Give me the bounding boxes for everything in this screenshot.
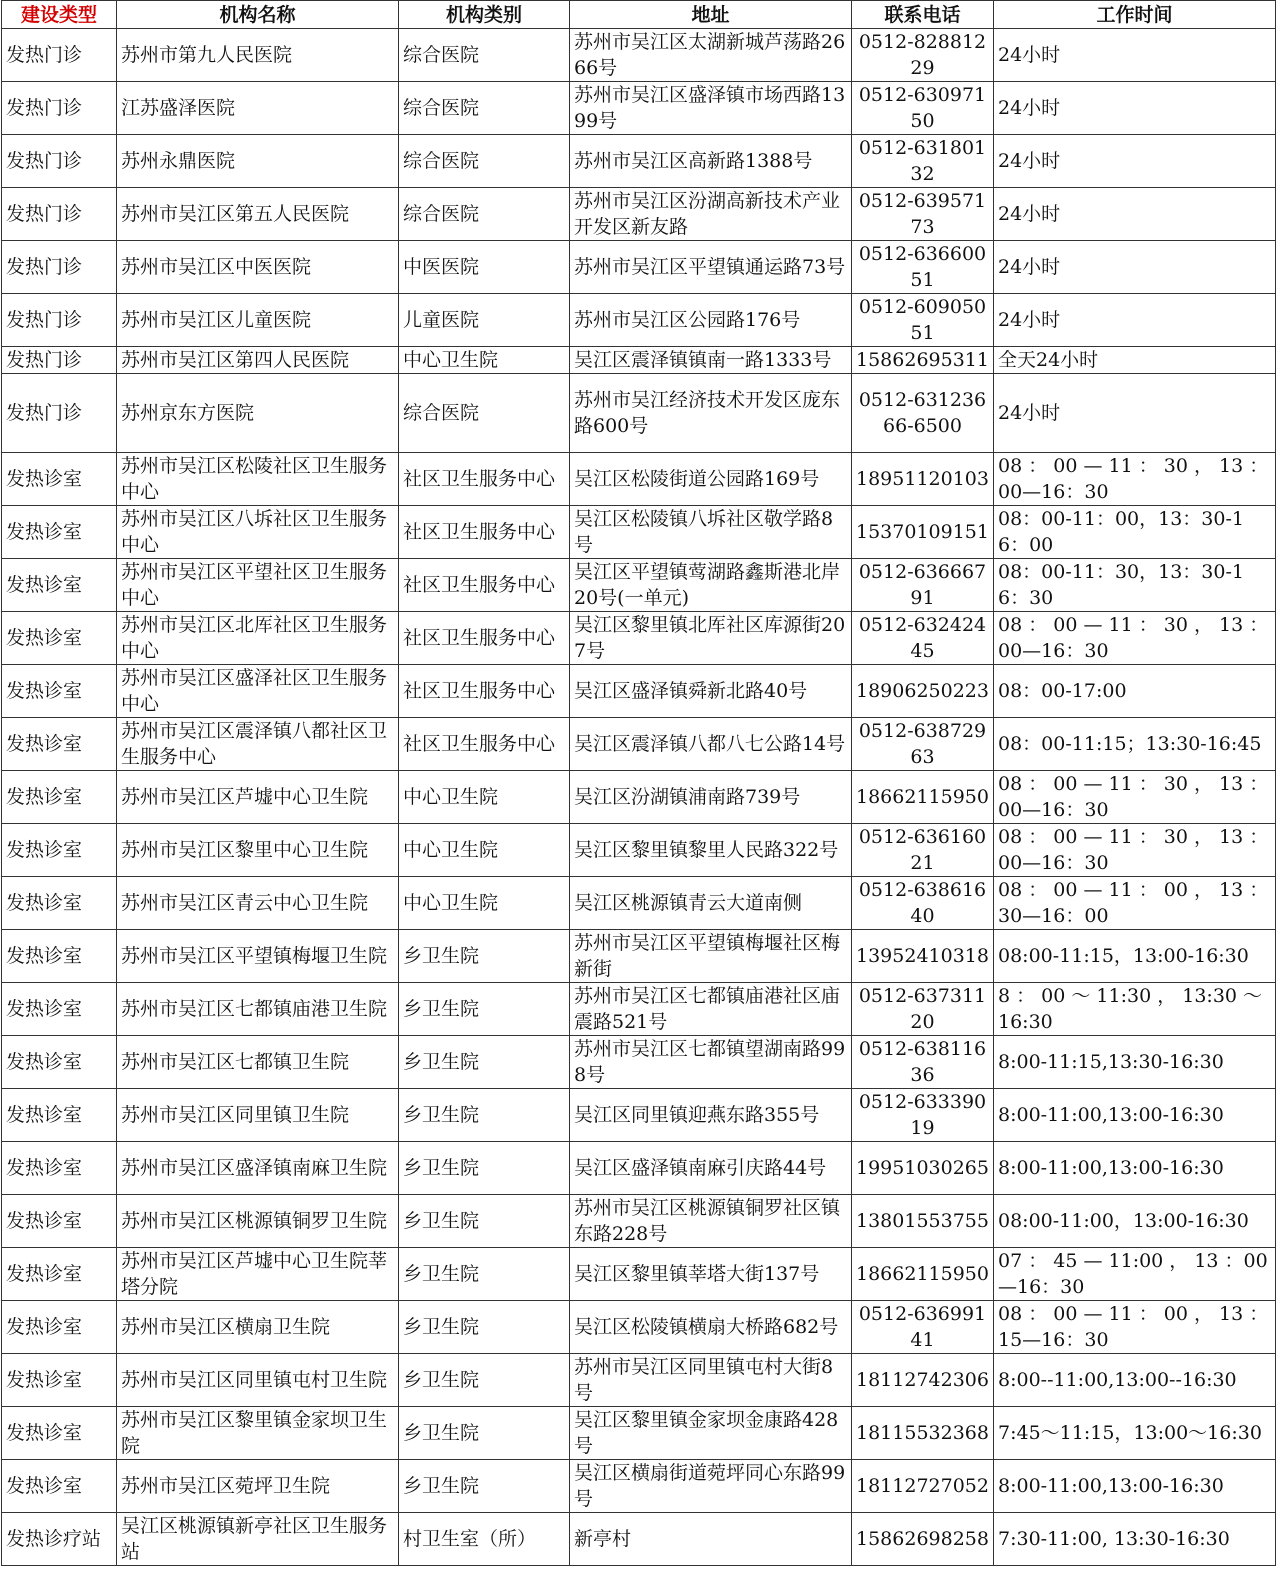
cell-type: 发热门诊 (2, 135, 117, 188)
table-row (2, 135, 1276, 188)
cell-type: 发热诊室 (2, 877, 117, 930)
cell-phone: 0512-63180132 (852, 135, 994, 188)
cell-address: 苏州市吴江区盛泽镇市场西路1399号 (570, 82, 852, 135)
cell-type: 发热门诊 (2, 374, 117, 453)
cell-category: 综合医院 (399, 82, 570, 135)
cell-name: 吴江区桃源镇新亭社区卫生服务站 (117, 1513, 399, 1566)
table-row (2, 877, 1276, 930)
cell-category: 综合医院 (399, 188, 570, 241)
header-category: 机构类别 (399, 1, 570, 29)
table-row (2, 1460, 1276, 1513)
cell-phone: 15370109151 (852, 506, 994, 559)
cell-name: 苏州市吴江区震泽镇八都社区卫生服务中心 (117, 718, 399, 771)
cell-address: 苏州市吴江区同里镇屯村大街8号 (570, 1354, 852, 1407)
table-row (2, 930, 1276, 983)
cell-name: 苏州市第九人民医院 (117, 29, 399, 82)
cell-name: 苏州京东方医院 (117, 374, 399, 453)
cell-hours: 全天24小时 (994, 347, 1276, 374)
cell-name: 苏州永鼎医院 (117, 135, 399, 188)
table-row (2, 1248, 1276, 1301)
cell-address: 吴江区同里镇迎燕东路355号 (570, 1089, 852, 1142)
cell-address: 吴江区盛泽镇南麻引庆路44号 (570, 1142, 852, 1195)
cell-category: 儿童医院 (399, 294, 570, 347)
cell-address: 吴江区黎里镇北厍社区库源街207号 (570, 612, 852, 665)
cell-category: 乡卫生院 (399, 1248, 570, 1301)
cell-name: 苏州市吴江区横扇卫生院 (117, 1301, 399, 1354)
cell-name: 苏州市吴江区儿童医院 (117, 294, 399, 347)
cell-hours: 7:45～11:15，13:00～16:30 (994, 1407, 1276, 1460)
table-row (2, 1513, 1276, 1566)
cell-address: 吴江区桃源镇青云大道南侧 (570, 877, 852, 930)
table-row (2, 29, 1276, 82)
cell-category: 乡卫生院 (399, 983, 570, 1036)
cell-name: 苏州市吴江区菀坪卫生院 (117, 1460, 399, 1513)
cell-hours: 08 ： 00 — 11 ： 30 ， 13 ：00—16：30 (994, 612, 1276, 665)
cell-phone: 0512-63339019 (852, 1089, 994, 1142)
cell-address: 吴江区黎里镇莘塔大街137号 (570, 1248, 852, 1301)
table-row (2, 665, 1276, 718)
cell-category: 综合医院 (399, 29, 570, 82)
cell-hours: 24小时 (994, 29, 1276, 82)
table-row (2, 983, 1276, 1036)
cell-name: 苏州市吴江区芦墟中心卫生院莘塔分院 (117, 1248, 399, 1301)
table-row (2, 1089, 1276, 1142)
header-row (2, 1, 1276, 29)
cell-hours: 8:00-11:00,13:00-16:30 (994, 1089, 1276, 1142)
cell-hours: 08 ： 00 — 11 ： 30 ， 13 ：00—16：30 (994, 771, 1276, 824)
cell-type: 发热诊室 (2, 983, 117, 1036)
cell-hours: 08 ： 00 — 11 ： 00 ， 13 ：30—16：00 (994, 877, 1276, 930)
header-phone: 联系电话 (852, 1, 994, 29)
cell-phone: 15862695311 (852, 347, 994, 374)
table-row (2, 824, 1276, 877)
cell-phone: 0512-63699141 (852, 1301, 994, 1354)
cell-category: 乡卫生院 (399, 1354, 570, 1407)
cell-hours: 24小时 (994, 241, 1276, 294)
table-row (2, 1301, 1276, 1354)
cell-category: 乡卫生院 (399, 1301, 570, 1354)
cell-name: 江苏盛泽医院 (117, 82, 399, 135)
cell-hours: 24小时 (994, 82, 1276, 135)
cell-category: 中心卫生院 (399, 877, 570, 930)
cell-address: 苏州市吴江区平望镇通运路73号 (570, 241, 852, 294)
cell-phone: 18112727052 (852, 1460, 994, 1513)
cell-category: 乡卫生院 (399, 1089, 570, 1142)
cell-address: 苏州市吴江区平望镇梅堰社区梅新街 (570, 930, 852, 983)
cell-name: 苏州市吴江区松陵社区卫生服务中心 (117, 453, 399, 506)
cell-phone: 19951030265 (852, 1142, 994, 1195)
cell-hours: 8 ： 00 ～ 11:30 ， 13:30 ～16:30 (994, 983, 1276, 1036)
cell-hours: 08 ： 00 — 11 ： 00 ， 13 ：15—16：30 (994, 1301, 1276, 1354)
cell-type: 发热诊室 (2, 824, 117, 877)
cell-name: 苏州市吴江区七都镇庙港卫生院 (117, 983, 399, 1036)
cell-name: 苏州市吴江区平望镇梅堰卫生院 (117, 930, 399, 983)
cell-type: 发热诊室 (2, 1407, 117, 1460)
table-row (2, 1195, 1276, 1248)
cell-name: 苏州市吴江区七都镇卫生院 (117, 1036, 399, 1089)
cell-category: 综合医院 (399, 135, 570, 188)
cell-name: 苏州市吴江区青云中心卫生院 (117, 877, 399, 930)
cell-hours: 08：00-11：30，13：30-16：30 (994, 559, 1276, 612)
cell-hours: 7:30-11:00, 13:30-16:30 (994, 1513, 1276, 1566)
cell-address: 吴江区松陵街道公园路169号 (570, 453, 852, 506)
cell-name: 苏州市吴江区黎里镇金家坝卫生院 (117, 1407, 399, 1460)
cell-address: 吴江区黎里镇黎里人民路322号 (570, 824, 852, 877)
cell-type: 发热诊室 (2, 930, 117, 983)
cell-type: 发热诊室 (2, 1460, 117, 1513)
cell-address: 苏州市吴江经济技术开发区庞东路600号 (570, 374, 852, 453)
cell-phone: 0512-63097150 (852, 82, 994, 135)
cell-phone: 13801553755 (852, 1195, 994, 1248)
cell-phone: 0512-63872963 (852, 718, 994, 771)
cell-category: 乡卫生院 (399, 1142, 570, 1195)
cell-name: 苏州市吴江区中医医院 (117, 241, 399, 294)
cell-category: 社区卫生服务中心 (399, 453, 570, 506)
cell-hours: 24小时 (994, 135, 1276, 188)
cell-type: 发热门诊 (2, 29, 117, 82)
table-row (2, 347, 1276, 374)
cell-address: 吴江区松陵镇八坼社区敬学路8号 (570, 506, 852, 559)
cell-type: 发热诊室 (2, 1089, 117, 1142)
cell-address: 吴江区震泽镇八都八七公路14号 (570, 718, 852, 771)
header-name: 机构名称 (117, 1, 399, 29)
cell-type: 发热诊室 (2, 1195, 117, 1248)
cell-address: 苏州市吴江区七都镇庙港社区庙震路521号 (570, 983, 852, 1036)
cell-phone: 15862698258 (852, 1513, 994, 1566)
table-row (2, 506, 1276, 559)
cell-category: 乡卫生院 (399, 1195, 570, 1248)
cell-name: 苏州市吴江区盛泽镇南麻卫生院 (117, 1142, 399, 1195)
cell-name: 苏州市吴江区第四人民医院 (117, 347, 399, 374)
cell-address: 新亭村 (570, 1513, 852, 1566)
cell-type: 发热诊室 (2, 612, 117, 665)
table-row (2, 188, 1276, 241)
table-row (2, 718, 1276, 771)
table-row (2, 559, 1276, 612)
table-body (2, 29, 1276, 1566)
cell-address: 吴江区黎里镇金家坝金康路428号 (570, 1407, 852, 1460)
table-row (2, 374, 1276, 453)
cell-category: 乡卫生院 (399, 1460, 570, 1513)
cell-phone: 18906250223 (852, 665, 994, 718)
cell-address: 吴江区平望镇莺湖路鑫斯港北岸20号(一单元) (570, 559, 852, 612)
cell-hours: 08：00-11：00，13：30-16：00 (994, 506, 1276, 559)
cell-category: 社区卫生服务中心 (399, 718, 570, 771)
cell-hours: 8:00--11:00,13:00--16:30 (994, 1354, 1276, 1407)
cell-phone: 18112742306 (852, 1354, 994, 1407)
cell-category: 社区卫生服务中心 (399, 559, 570, 612)
cell-type: 发热门诊 (2, 241, 117, 294)
cell-type: 发热诊室 (2, 453, 117, 506)
cell-type: 发热诊室 (2, 1036, 117, 1089)
table-row (2, 1354, 1276, 1407)
header-hours: 工作时间 (994, 1, 1276, 29)
cell-phone: 18662115950 (852, 771, 994, 824)
cell-address: 苏州市吴江区公园路176号 (570, 294, 852, 347)
cell-phone: 0512-63123666-6500 (852, 374, 994, 453)
table-row (2, 771, 1276, 824)
cell-hours: 24小时 (994, 294, 1276, 347)
cell-category: 村卫生室（所） (399, 1513, 570, 1566)
cell-phone: 0512-82881229 (852, 29, 994, 82)
cell-name: 苏州市吴江区盛泽社区卫生服务中心 (117, 665, 399, 718)
cell-hours: 8:00-11:00,13:00-16:30 (994, 1460, 1276, 1513)
cell-hours: 08 ： 00 — 11 ： 30 ， 13 ：00—16：30 (994, 453, 1276, 506)
cell-hours: 08：00-11:15；13:30-16:45 (994, 718, 1276, 771)
cell-phone: 13952410318 (852, 930, 994, 983)
cell-name: 苏州市吴江区同里镇卫生院 (117, 1089, 399, 1142)
cell-hours: 08:00-11:15，13:00-16:30 (994, 930, 1276, 983)
cell-category: 社区卫生服务中心 (399, 612, 570, 665)
cell-name: 苏州市吴江区北厍社区卫生服务中心 (117, 612, 399, 665)
cell-address: 苏州市吴江区高新路1388号 (570, 135, 852, 188)
cell-type: 发热门诊 (2, 294, 117, 347)
cell-hours: 08 ： 00 — 11 ： 30 ， 13 ：00—16：30 (994, 824, 1276, 877)
cell-category: 中医医院 (399, 241, 570, 294)
cell-address: 苏州市吴江区汾湖高新技术产业开发区新友路 (570, 188, 852, 241)
cell-hours: 08：00-17:00 (994, 665, 1276, 718)
cell-phone: 0512-63242445 (852, 612, 994, 665)
cell-type: 发热诊室 (2, 718, 117, 771)
table-row (2, 1142, 1276, 1195)
cell-type: 发热诊室 (2, 771, 117, 824)
cell-category: 社区卫生服务中心 (399, 506, 570, 559)
cell-phone: 0512-60905051 (852, 294, 994, 347)
cell-phone: 0512-63666791 (852, 559, 994, 612)
table-row (2, 453, 1276, 506)
cell-address: 苏州市吴江区七都镇望湖南路998号 (570, 1036, 852, 1089)
cell-category: 中心卫生院 (399, 347, 570, 374)
cell-address: 苏州市吴江区太湖新城芦荡路2666号 (570, 29, 852, 82)
cell-type: 发热门诊 (2, 347, 117, 374)
cell-type: 发热诊室 (2, 1354, 117, 1407)
cell-name: 苏州市吴江区第五人民医院 (117, 188, 399, 241)
cell-type: 发热诊室 (2, 665, 117, 718)
header-address: 地址 (570, 1, 852, 29)
cell-phone: 0512-63660051 (852, 241, 994, 294)
cell-category: 乡卫生院 (399, 1407, 570, 1460)
cell-phone: 0512-63731120 (852, 983, 994, 1036)
cell-type: 发热门诊 (2, 82, 117, 135)
table-row (2, 1036, 1276, 1089)
table-row (2, 612, 1276, 665)
cell-address: 吴江区松陵镇横扇大桥路682号 (570, 1301, 852, 1354)
cell-name: 苏州市吴江区平望社区卫生服务中心 (117, 559, 399, 612)
header-type: 建设类型 (2, 1, 117, 29)
cell-category: 中心卫生院 (399, 771, 570, 824)
cell-type: 发热诊室 (2, 506, 117, 559)
cell-address: 苏州市吴江区桃源镇铜罗社区镇东路228号 (570, 1195, 852, 1248)
cell-hours: 24小时 (994, 188, 1276, 241)
cell-type: 发热门诊 (2, 188, 117, 241)
cell-name: 苏州市吴江区桃源镇铜罗卫生院 (117, 1195, 399, 1248)
cell-name: 苏州市吴江区同里镇屯村卫生院 (117, 1354, 399, 1407)
cell-hours: 24小时 (994, 374, 1276, 453)
clinic-table (1, 0, 1276, 1566)
cell-address: 吴江区汾湖镇浦南路739号 (570, 771, 852, 824)
cell-phone: 18115532368 (852, 1407, 994, 1460)
cell-name: 苏州市吴江区黎里中心卫生院 (117, 824, 399, 877)
cell-hours: 8:00-11:00,13:00-16:30 (994, 1142, 1276, 1195)
cell-phone: 0512-63616021 (852, 824, 994, 877)
table-row (2, 241, 1276, 294)
cell-category: 乡卫生院 (399, 1036, 570, 1089)
cell-name: 苏州市吴江区八坼社区卫生服务中心 (117, 506, 399, 559)
cell-phone: 18662115950 (852, 1248, 994, 1301)
cell-name: 苏州市吴江区芦墟中心卫生院 (117, 771, 399, 824)
cell-phone: 0512-63811636 (852, 1036, 994, 1089)
cell-type: 发热诊室 (2, 1301, 117, 1354)
cell-address: 吴江区震泽镇镇南一路1333号 (570, 347, 852, 374)
table-row (2, 294, 1276, 347)
cell-phone: 0512-63957173 (852, 188, 994, 241)
cell-type: 发热诊室 (2, 559, 117, 612)
table-row (2, 82, 1276, 135)
cell-hours: 8:00-11:15,13:30-16:30 (994, 1036, 1276, 1089)
cell-address: 吴江区横扇街道菀坪同心东路99号 (570, 1460, 852, 1513)
table-row (2, 1407, 1276, 1460)
cell-phone: 18951120103 (852, 453, 994, 506)
cell-address: 吴江区盛泽镇舜新北路40号 (570, 665, 852, 718)
cell-category: 社区卫生服务中心 (399, 665, 570, 718)
cell-type: 发热诊疗站 (2, 1513, 117, 1566)
cell-category: 综合医院 (399, 374, 570, 453)
cell-hours: 08:00-11:00，13:00-16:30 (994, 1195, 1276, 1248)
cell-type: 发热诊室 (2, 1248, 117, 1301)
cell-category: 中心卫生院 (399, 824, 570, 877)
cell-type: 发热诊室 (2, 1142, 117, 1195)
cell-category: 乡卫生院 (399, 930, 570, 983)
cell-phone: 0512-63861640 (852, 877, 994, 930)
cell-hours: 07 ： 45 — 11:00 ， 13 ：00—16：30 (994, 1248, 1276, 1301)
